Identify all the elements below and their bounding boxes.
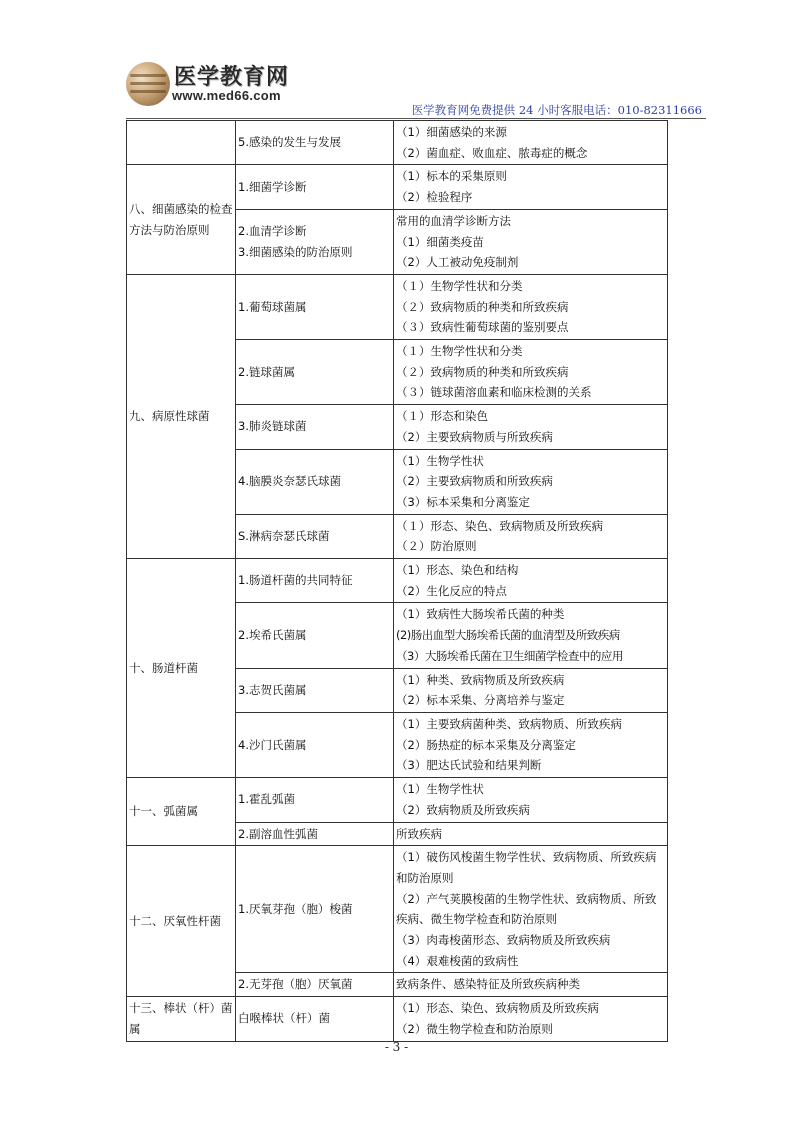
logo-globe-icon xyxy=(126,62,170,106)
topic-cell: 2.血清学诊断 3.细菌感染的防治原则 xyxy=(236,209,394,274)
table-row xyxy=(127,846,668,973)
section-cell: 十、肠道杆菌 xyxy=(127,559,236,778)
topic-cell: 1.细菌学诊断 xyxy=(236,165,394,209)
topic-cell: 2.无芽孢（胞）厌氧菌 xyxy=(236,973,394,997)
detail-cell: （１）形态和染色 （2）主要致病物质与所致疾病 xyxy=(394,405,668,449)
page-header xyxy=(126,58,706,120)
table-row xyxy=(127,559,668,603)
section-cell xyxy=(127,121,236,165)
topic-cell: 2.链球菌属 xyxy=(236,340,394,405)
detail-cell: （1）形态、染色和结构 （2）生化反应的特点 xyxy=(394,559,668,603)
table-row xyxy=(127,778,668,822)
section-cell: 十一、弧菌属 xyxy=(127,778,236,846)
logo-url: www.med66.com xyxy=(172,88,281,103)
detail-cell: （1）种类、致病物质及所致疾病 （2）标本采集、分离培养与鉴定 xyxy=(394,668,668,712)
section-cell: 十三、棒状（杆）菌属 xyxy=(127,997,236,1041)
header-divider xyxy=(126,118,706,119)
detail-cell: （1）生物学性状 （2）主要致病物质和所致疾病 （3）标本采集和分离鉴定 xyxy=(394,449,668,514)
detail-cell: （1）生物学性状 （2）致病物质及所致疾病 xyxy=(394,778,668,822)
detail-cell: （１）生物学性状和分类 （２）致病物质的种类和所致疾病 （３）链球菌溶血素和临床检测的关系 xyxy=(394,340,668,405)
topic-cell: 5.感染的发生与发展 xyxy=(236,121,394,165)
detail-cell: 致病条件、感染特征及所致疾病种类 xyxy=(394,973,668,997)
topic-cell: 白喉棒状（杆）菌 xyxy=(236,997,394,1041)
syllabus-table xyxy=(126,120,668,1042)
detail-cell: （1）形态、染色、致病物质及所致疾病 （2）微生物学检查和防治原则 xyxy=(394,997,668,1041)
page-number: - 3 - xyxy=(384,1040,409,1054)
table-row xyxy=(127,165,668,209)
topic-cell: 4.脑膜炎奈瑟氏球菌 xyxy=(236,449,394,514)
detail-cell: （１）形态、染色、致病物质及所致疾病 （２）防治原则 xyxy=(394,514,668,558)
topic-cell: 1.霍乱弧菌 xyxy=(236,778,394,822)
topic-cell: 3.志贺氏菌属 xyxy=(236,668,394,712)
section-cell: 十二、厌氧性杆菌 xyxy=(127,846,236,997)
detail-cell: （１）生物学性状和分类 （２）致病物质的种类和所致疾病 （３）致病性葡萄球菌的鉴别要点 xyxy=(394,274,668,339)
topic-cell: S.淋病奈瑟氏球菌 xyxy=(236,514,394,558)
detail-cell: （1）致病性大肠埃希氏菌的种类 (2)肠出血型大肠埃希氏菌的血清型及所致疾病 （3）大肠埃希氏菌在卫生细菌学检查中的应用 xyxy=(394,603,668,668)
table-row xyxy=(127,121,668,165)
topic-cell: 4.沙门氏菌属 xyxy=(236,712,394,777)
topic-cell: 1.厌氧芽孢（胞）梭菌 xyxy=(236,846,394,973)
detail-cell: 所致疾病 xyxy=(394,822,668,846)
table-row xyxy=(127,274,668,339)
topic-cell: 1.肠道杆菌的共同特征 xyxy=(236,559,394,603)
topic-cell: 2.埃希氏菌属 xyxy=(236,603,394,668)
detail-cell: （1）细菌感染的来源 （2）菌血症、败血症、脓毒症的概念 xyxy=(394,121,668,165)
detail-cell: （1）标本的采集原则 （2）检验程序 xyxy=(394,165,668,209)
detail-cell: （1）主要致病菌种类、致病物质、所致疾病 （2）肠热症的标本采集及分离鉴定 （3）肥达氏试验和结果判断 xyxy=(394,712,668,777)
section-cell: 九、病原性球菌 xyxy=(127,274,236,558)
site-logo xyxy=(126,58,316,110)
topic-cell: 2.副溶血性弧菌 xyxy=(236,822,394,846)
topic-cell: 3.肺炎链球菌 xyxy=(236,405,394,449)
section-cell: 八、细菌感染的检查方法与防治原则 xyxy=(127,165,236,275)
topic-cell: 1.葡萄球菌属 xyxy=(236,274,394,339)
header-hotline-note: 医学教育网免费提供 24 小时客服电话：010-82311666 xyxy=(411,103,702,117)
detail-cell: 常用的血清学诊断方法 （1）细菌类疫苗 （2）人工被动免疫制剂 xyxy=(394,209,668,274)
detail-cell: （1）破伤风梭菌生物学性状、致病物质、所致疾病和防治原则 （2）产气荚膜梭菌的生物学性状、致病物质、所致疾病、微生物学检查和防治原则 （3）肉毒梭菌形态、致病物质及所致疾病 （4）艰难梭菌的致病性 xyxy=(394,846,668,973)
table-row xyxy=(127,997,668,1041)
logo-title: 医学教育网 xyxy=(174,64,290,90)
